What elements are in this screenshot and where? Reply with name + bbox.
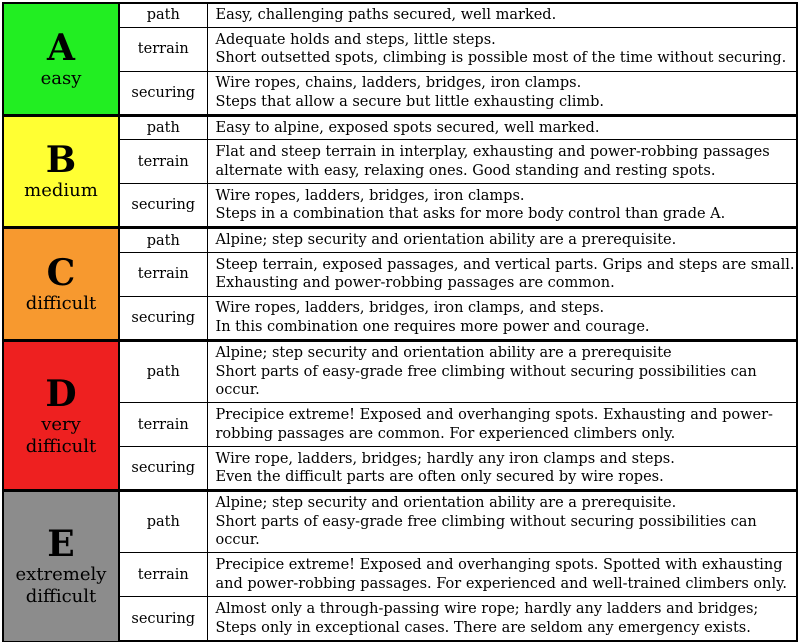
description-line: Steps in a combination that asks for more body control than grade A. — [215, 206, 726, 223]
description-line: In this combination one requires more power and courage. — [215, 318, 650, 335]
description-cell — [207, 115, 797, 140]
description-line: Even the difficult parts are often only secured by wire ropes. — [215, 469, 664, 486]
category-label: path — [119, 3, 207, 27]
description-line: Alpine; step security and orientation ability are a prerequisite. — [215, 232, 677, 249]
description-line: robbing passages are common. For experienced climbers only. — [215, 425, 676, 442]
description-line: Almost only a through-passing wire rope; hardly any ladders and bridges; — [215, 601, 759, 618]
grade-name: medium — [24, 180, 98, 202]
description-cell — [207, 3, 797, 27]
description-line: Wire ropes, ladders, bridges, iron clamps. — [215, 187, 525, 204]
description-cell — [207, 228, 797, 253]
grade-letter: B — [45, 139, 77, 182]
difficulty-grades-table — [2, 2, 798, 642]
description-cell — [207, 597, 797, 641]
grade-b-row-securing — [3, 184, 797, 228]
category-label: securing — [119, 184, 207, 228]
description-cell — [207, 252, 797, 296]
category-label: securing — [119, 447, 207, 491]
grade-a-cell — [3, 3, 119, 115]
category-label: path — [119, 340, 207, 402]
grade-a-row-path — [3, 3, 797, 27]
description-cell — [207, 27, 797, 71]
grade-c-row-securing — [3, 296, 797, 340]
description-line: Easy to alpine, exposed spots secured, well marked. — [215, 119, 600, 136]
grade-name: extremely — [15, 564, 107, 586]
description-line: and power-robbing passages. For experienced and well-trained climbers only. — [215, 575, 787, 592]
description-line: Short outsetted spots, climbing is possible most of the time without securing. — [215, 50, 787, 67]
grade-a-row-terrain — [3, 27, 797, 71]
description-line: Adequate holds and steps, little steps. — [215, 31, 496, 48]
description-cell — [207, 140, 797, 184]
grade-name: easy — [40, 67, 82, 89]
description-cell — [207, 340, 797, 402]
description-cell — [207, 184, 797, 228]
category-label: terrain — [119, 252, 207, 296]
category-label: terrain — [119, 403, 207, 447]
description-cell — [207, 491, 797, 553]
description-line: Flat and steep terrain in interplay, exhausting and power-robbing passages — [215, 144, 770, 161]
category-label: securing — [119, 597, 207, 641]
description-line: occur. — [215, 382, 260, 399]
category-label: terrain — [119, 140, 207, 184]
description-line: Alpine; step security and orientation ability are a prerequisite. — [215, 495, 677, 512]
category-label: path — [119, 115, 207, 140]
description-line: Wire ropes, chains, ladders, bridges, iron clamps. — [215, 75, 582, 92]
grade-d-row-path — [3, 340, 797, 402]
category-label: path — [119, 228, 207, 253]
grade-c-row-path — [3, 228, 797, 253]
description-line: alternate with easy, relaxing ones. Good standing and resting spots. — [215, 162, 716, 179]
grade-e-row-path — [3, 491, 797, 553]
description-line: Wire rope, ladders, bridges; hardly any iron clamps and steps. — [215, 450, 675, 467]
grade-c-cell — [3, 228, 119, 341]
description-cell — [207, 553, 797, 597]
grade-b-row-path — [3, 115, 797, 140]
grade-letter: D — [45, 372, 77, 415]
grade-name: difficult — [25, 293, 97, 315]
grade-letter: E — [47, 523, 75, 566]
category-label: path — [119, 491, 207, 553]
grade-c-row-terrain — [3, 252, 797, 296]
description-line: Short parts of easy-grade free climbing without securing possibilities can — [215, 363, 757, 380]
category-label: securing — [119, 296, 207, 340]
description-cell — [207, 71, 797, 115]
grade-b-row-terrain — [3, 140, 797, 184]
grade-name: very — [41, 413, 81, 435]
grade-letter: C — [46, 252, 76, 295]
description-line: Easy, challenging paths secured, well marked. — [215, 7, 557, 24]
description-cell — [207, 296, 797, 340]
description-line: Alpine; step security and orientation ability are a prerequisite — [215, 345, 672, 362]
grade-e-cell — [3, 491, 119, 641]
description-line: Precipice extreme! Exposed and overhanging spots. Exhausting and power- — [215, 407, 773, 424]
grade-d-row-terrain — [3, 403, 797, 447]
description-line: Steep terrain, exposed passages, and vertical parts. Grips and steps are small. — [215, 256, 795, 273]
category-label: securing — [119, 71, 207, 115]
description-line: Exhausting and power-robbing passages are common. — [215, 275, 615, 292]
grade-letter: A — [47, 26, 75, 69]
grade-b-cell — [3, 115, 119, 228]
description-cell — [207, 403, 797, 447]
category-label: terrain — [119, 27, 207, 71]
grade-name: difficult — [25, 435, 97, 457]
grade-e-row-securing — [3, 597, 797, 641]
description-line: occur. — [215, 532, 260, 549]
grade-d-cell — [3, 340, 119, 490]
grade-d-row-securing — [3, 447, 797, 491]
grade-e-row-terrain — [3, 553, 797, 597]
description-line: Precipice extreme! Exposed and overhanging spots. Spotted with exhausting — [215, 557, 783, 574]
grade-a-row-securing — [3, 71, 797, 115]
description-line: Steps that allow a secure but little exhausting climb. — [215, 93, 605, 110]
description-line: Wire ropes, ladders, bridges, iron clamps, and steps. — [215, 300, 605, 317]
description-line: Steps only in exceptional cases. There are seldom any emergency exists. — [215, 619, 751, 636]
description-line: Short parts of easy-grade free climbing without securing possibilities can — [215, 513, 757, 530]
category-label: terrain — [119, 553, 207, 597]
grade-name: difficult — [25, 586, 97, 608]
description-cell — [207, 447, 797, 491]
